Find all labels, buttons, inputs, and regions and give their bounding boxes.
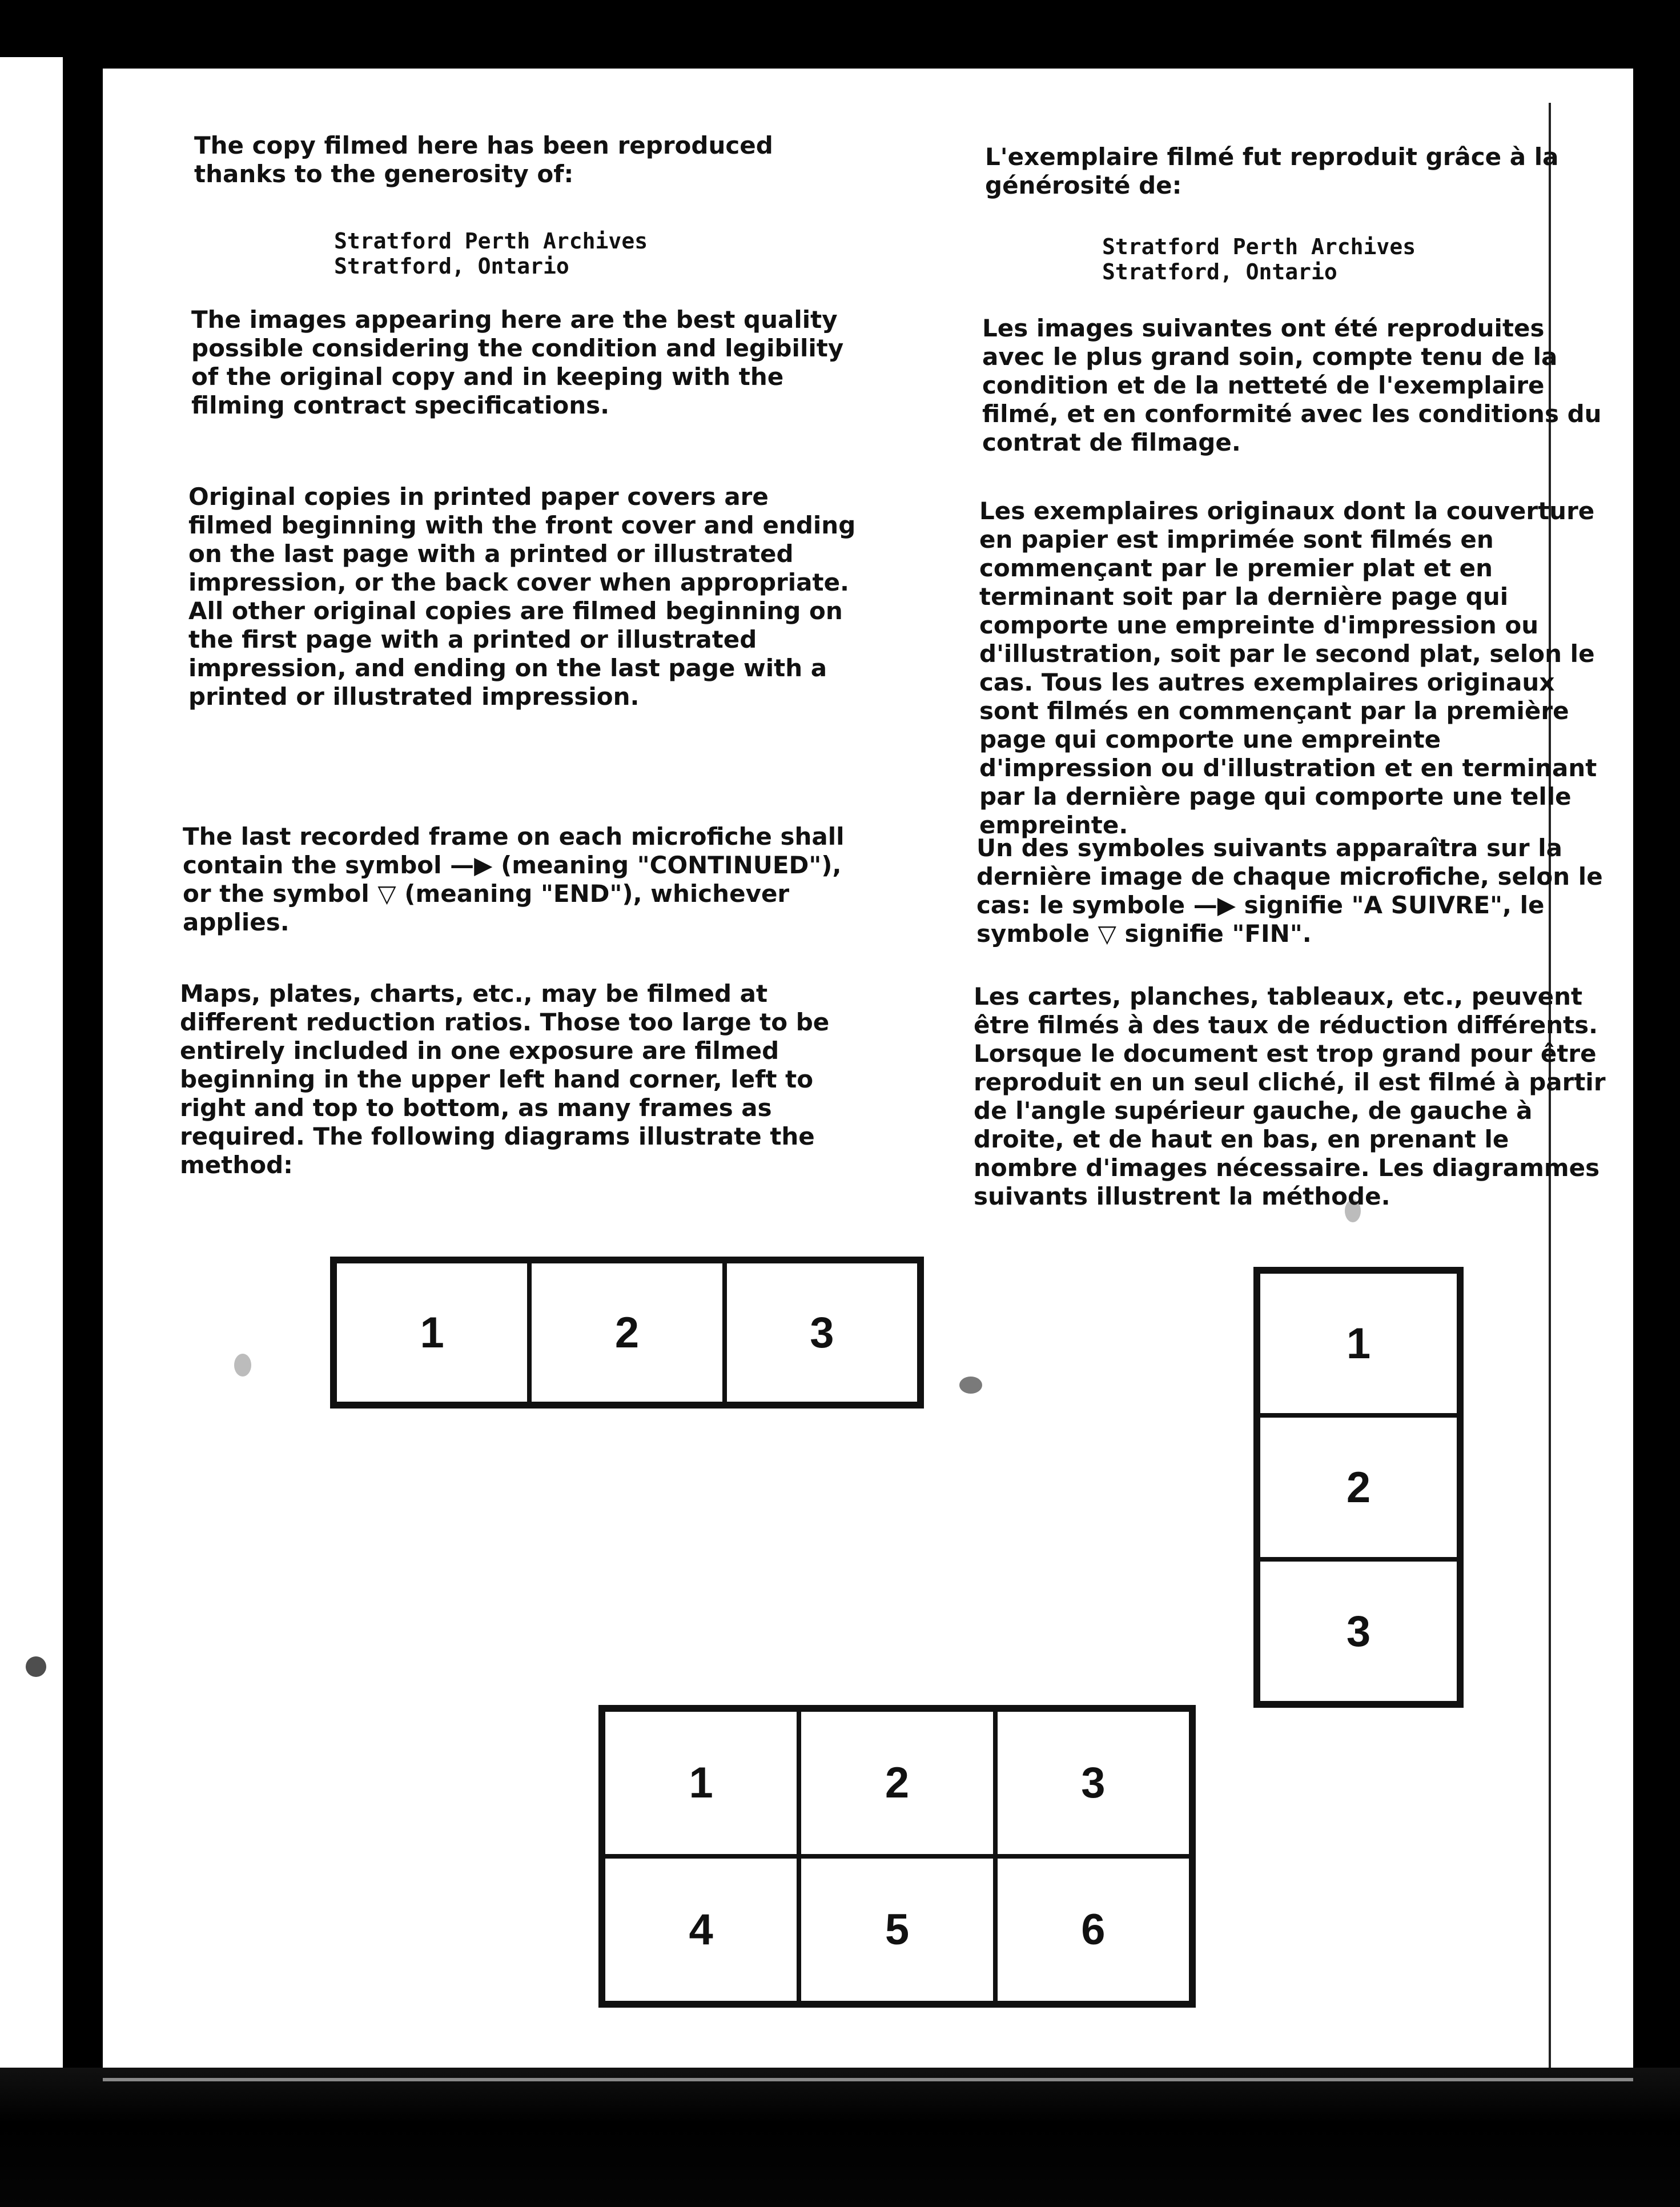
french-intro-text: L'exemplaire filmé fut reproduit grâce à la générosité de: [985, 143, 1559, 199]
english-archive-block [334, 228, 734, 279]
english-last-frame-text: The last recorded frame on each microfiche shall contain the symbol —▶ (meaning "CONTINUED"), or the symbol ▽ (meaning "END"), whichever applies. [183, 822, 845, 936]
english-original-text: Original copies in printed paper covers are filmed beginning with the front cover and ending on the last page with a printed or illustrated impression, or the back cover when appropriate. All other original copies are filmed beginning on the first page with a printed or illustrated impression, and ending on the last page with a printed or illustrated impression. [188, 483, 856, 711]
film-bottom-line [103, 2078, 1633, 2081]
english-maps-text: Maps, plates, charts, etc., may be filmed at different reduction ratios. Those too large to be entirely included in one exposure are filmed beginning in the upper left hand corner, left to right and top to bottom, as many frames as required. The following diagrams illustrate the method: [180, 980, 830, 1179]
scan-speck [26, 1656, 46, 1677]
french-symbols-text: Un des symboles suivants apparaîtra sur la dernière image de chaque microfiche, selon le cas: le symbole —▶ signifie "A SUIVRE", le symbole ▽ signifie "FIN". [976, 834, 1603, 948]
english-last-frame-paragraph [183, 822, 857, 937]
french-intro [985, 143, 1613, 200]
diagram-horizontal-strip [330, 1257, 924, 1409]
french-archive-city: Stratford, Ontario [1102, 259, 1337, 284]
french-symbols-paragraph [976, 834, 1610, 948]
diagram-cell: 4 [603, 1856, 799, 2003]
scan-speck [959, 1377, 982, 1394]
french-cartes-text: Les cartes, planches, tableaux, etc., peuvent être filmés à des taux de réduction différents. Lorsque le document est trop grand pour être reproduit en un seul cliché, il est filmé à partir de l'angle supérieur gauche, de gauche à droite, et de haut en bas, en prenant le nombre d'images nécessaire. Les diagrammes suivants illustrent la méthode. [974, 982, 1606, 1210]
english-original-paragraph [188, 483, 857, 711]
diagram-cell: 1 [1258, 1271, 1459, 1415]
french-original-paragraph [979, 497, 1613, 840]
film-top-border [0, 0, 1680, 74]
film-left-bar [63, 57, 103, 2090]
film-right-edge [1633, 57, 1680, 2207]
diagram-cell: 5 [799, 1856, 995, 2003]
english-intro [194, 131, 857, 188]
french-images-text: Les images suivantes ont été reproduites avec le plus grand soin, compte tenu de la condition et de la netteté de l'exemplaire filmé, et en conformité avec les conditions du contrat de filmage. [982, 314, 1602, 456]
english-intro-text: The copy filmed here has been reproduced thanks to the generosity of: [194, 131, 773, 188]
diagram-cell: 1 [335, 1261, 529, 1404]
diagram-vertical-strip [1253, 1267, 1464, 1708]
english-archive-name: Stratford Perth Archives [334, 228, 648, 254]
diagram-cell: 6 [995, 1856, 1191, 2003]
diagram-cell: 3 [1258, 1559, 1459, 1703]
scan-speck [234, 1354, 251, 1377]
french-original-text: Les exemplaires originaux dont la couverture en papier est imprimée sont filmés en commençant par le premier plat et en terminant soit par la dernière page qui comporte une empreinte d'impression ou d'illustration, soit par le second plat, selon le cas. Tous les autres exemplaires originaux sont filmés en commençant par la première page qui comporte une empreinte d'impression ou d'illustration et en terminant par la dernière page qui comporte une telle empreinte. [979, 497, 1597, 839]
diagram-cell: 3 [725, 1261, 919, 1404]
french-cartes-paragraph [974, 982, 1613, 1211]
diagram-cell: 2 [529, 1261, 724, 1404]
english-maps-paragraph [180, 980, 854, 1179]
film-left-margin [0, 57, 63, 2090]
french-images-paragraph [982, 314, 1610, 457]
english-images-text: The images appearing here are the best quality possible considering the condition and legibility of the original copy and in keeping with the filming contract specifications. [191, 306, 844, 419]
english-archive-city: Stratford, Ontario [334, 254, 569, 279]
film-bottom-border [0, 2068, 1680, 2207]
diagram-cell: 2 [799, 1710, 995, 1856]
scan-speck [1345, 1199, 1361, 1222]
diagram-cell: 2 [1258, 1415, 1459, 1559]
english-images-paragraph [191, 306, 854, 420]
diagram-cell: 3 [995, 1710, 1191, 1856]
diagram-cell: 1 [603, 1710, 799, 1856]
french-archive-name: Stratford Perth Archives [1102, 234, 1416, 259]
diagram-two-by-three-grid [598, 1705, 1196, 2008]
french-archive-block [1102, 234, 1502, 284]
